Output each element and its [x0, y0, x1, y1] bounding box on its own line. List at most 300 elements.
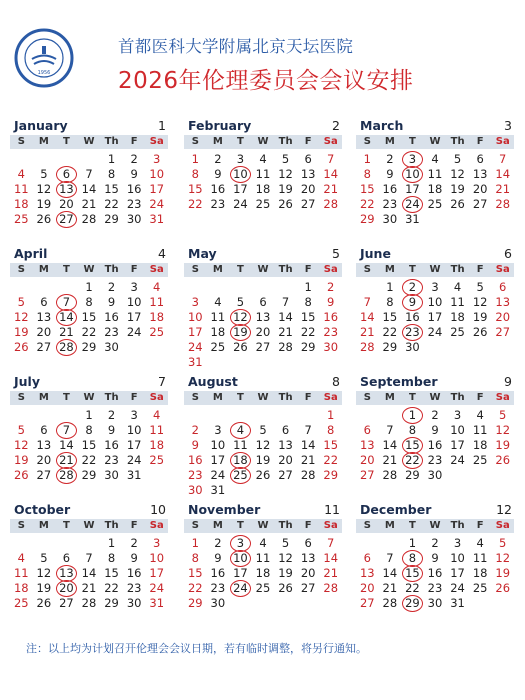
day-cell: 8 [107, 167, 116, 181]
day-cell: 28 [300, 468, 316, 482]
day-cell: 30 [323, 340, 339, 354]
empty-day-cell [55, 408, 78, 423]
day-cell: 28 [323, 581, 339, 595]
empty-day-cell [33, 536, 56, 551]
day-cell: 27 [300, 581, 316, 595]
month-header [10, 502, 168, 518]
weekday-label: S [17, 520, 25, 531]
day-cell: 4 [17, 551, 25, 565]
day-cell: 24 [450, 581, 465, 595]
empty-day-cell [78, 152, 101, 167]
empty-day-cell [10, 536, 33, 551]
day-cell: 5 [476, 280, 484, 294]
month-name: July [14, 374, 40, 389]
weekday-label: F [304, 264, 312, 275]
day-cell: 11 [13, 566, 29, 580]
weekday-header-row [184, 135, 342, 149]
month-august [184, 374, 342, 498]
weekday-label: M [38, 264, 49, 275]
weekday-header-row [10, 391, 168, 405]
empty-day-cell [184, 408, 207, 423]
day-cell: 1 [191, 152, 199, 166]
day-cell: 17 [149, 182, 165, 196]
institution-name: 首都医科大学附属北京天坛医院 [118, 37, 354, 56]
day-cell: 29 [359, 212, 375, 226]
day-cell: 9 [214, 167, 222, 181]
month-header [184, 374, 342, 390]
day-grid [356, 536, 514, 611]
weekday-label: Sa [149, 520, 164, 531]
day-cell: 10 [126, 295, 142, 309]
weekday-label: T [237, 392, 244, 403]
meeting-day: 28 [55, 340, 78, 355]
empty-day-cell [207, 280, 230, 295]
weekday-label: Sa [149, 264, 164, 275]
month-name: December [360, 502, 432, 517]
day-cell: 15 [81, 310, 97, 324]
day-cell: 4 [17, 167, 25, 181]
day-cell: 7 [327, 152, 335, 166]
day-cell: 20 [59, 197, 74, 211]
weekday-label: T [63, 392, 70, 403]
day-cell: 8 [191, 551, 199, 565]
meeting-day: 20 [55, 581, 78, 596]
day-cell: 6 [304, 536, 312, 550]
day-cell: 18 [472, 438, 488, 452]
day-cell: 1 [363, 152, 371, 166]
day-cell: 4 [453, 280, 462, 294]
day-cell: 11 [472, 551, 488, 565]
month-header [10, 246, 168, 262]
weekday-header-row [356, 263, 514, 277]
weekday-label: M [212, 136, 223, 147]
weekday-label: T [237, 264, 244, 275]
weekday-label: Sa [495, 136, 510, 147]
weekday-label: Sa [323, 136, 338, 147]
meeting-day: 13 [55, 566, 78, 581]
day-cell: 12 [450, 167, 465, 181]
day-grid [184, 152, 342, 212]
day-cell: 7 [85, 167, 93, 181]
day-cell: 13 [255, 310, 271, 324]
day-cell: 27 [472, 197, 488, 211]
weekday-header-row [356, 135, 514, 149]
month-number: 3 [504, 118, 512, 133]
meeting-day: 22 [401, 453, 424, 468]
day-grid [10, 152, 168, 227]
month-header [356, 374, 514, 390]
day-cell: 24 [427, 325, 443, 339]
day-cell: 1 [107, 536, 116, 550]
month-february [184, 118, 342, 212]
day-cell: 18 [210, 325, 226, 339]
day-cell: 9 [130, 167, 138, 181]
day-cell: 12 [13, 310, 29, 324]
day-cell: 27 [300, 197, 316, 211]
meeting-day: 9 [401, 295, 424, 310]
day-cell: 1 [85, 280, 93, 294]
day-cell: 28 [382, 468, 398, 482]
month-number: 12 [496, 502, 512, 517]
day-cell: 15 [382, 310, 398, 324]
day-cell: 22 [81, 325, 97, 339]
day-cell: 1 [386, 280, 394, 294]
day-cell: 23 [126, 581, 142, 595]
weekday-label: F [304, 136, 312, 147]
day-cell: 8 [107, 551, 116, 565]
day-grid [356, 152, 514, 227]
weekday-label: S [363, 264, 371, 275]
day-cell: 9 [130, 551, 138, 565]
day-cell: 3 [453, 536, 462, 550]
day-cell: 24 [450, 453, 465, 467]
month-header [10, 118, 168, 134]
meeting-day: 19 [229, 325, 252, 340]
day-cell: 19 [450, 182, 465, 196]
day-cell: 12 [13, 438, 29, 452]
day-cell: 2 [130, 536, 138, 550]
day-cell: 10 [450, 423, 465, 437]
month-june [356, 246, 514, 355]
day-grid [184, 280, 342, 370]
weekday-label: Th [450, 520, 465, 531]
day-cell: 15 [323, 438, 339, 452]
weekday-label: Th [450, 264, 465, 275]
weekday-label: S [363, 392, 371, 403]
day-cell: 3 [191, 295, 199, 309]
day-cell: 26 [278, 581, 293, 595]
meeting-day: 23 [401, 325, 424, 340]
day-cell: 30 [427, 596, 443, 610]
month-december [356, 502, 514, 611]
day-cell: 23 [104, 325, 119, 339]
day-cell: 26 [278, 197, 293, 211]
weekday-label: M [384, 392, 395, 403]
day-cell: 22 [81, 453, 97, 467]
weekday-label: T [63, 264, 70, 275]
empty-day-cell [379, 536, 402, 551]
day-cell: 14 [300, 438, 316, 452]
day-cell: 2 [130, 152, 138, 166]
day-cell: 6 [281, 423, 290, 437]
day-cell: 22 [104, 581, 119, 595]
day-cell: 30 [382, 212, 398, 226]
day-cell: 28 [81, 596, 97, 610]
day-cell: 21 [278, 325, 293, 339]
day-cell: 21 [382, 453, 398, 467]
day-grid [10, 408, 168, 483]
day-cell: 18 [13, 581, 29, 595]
weekday-label: Th [450, 136, 465, 147]
hospital-logo-icon [14, 28, 74, 88]
day-cell: 28 [495, 197, 511, 211]
day-cell: 17 [233, 566, 248, 580]
weekday-label: M [384, 264, 395, 275]
day-cell: 7 [85, 551, 93, 565]
day-cell: 17 [405, 182, 420, 196]
weekday-label: Th [104, 392, 119, 403]
day-cell: 2 [431, 536, 439, 550]
weekday-label: F [130, 136, 138, 147]
month-name: September [360, 374, 438, 389]
weekday-label: W [83, 392, 95, 403]
month-number: 7 [158, 374, 166, 389]
day-cell: 25 [13, 212, 29, 226]
weekday-label: Th [104, 520, 119, 531]
day-cell: 9 [386, 167, 394, 181]
meeting-day: 12 [229, 310, 252, 325]
day-cell: 3 [153, 536, 161, 550]
day-cell: 15 [104, 182, 119, 196]
meeting-day: 15 [401, 438, 424, 453]
day-cell: 4 [259, 152, 267, 166]
day-cell: 26 [13, 340, 29, 354]
day-cell: 31 [450, 596, 465, 610]
day-cell: 21 [81, 581, 97, 595]
day-cell: 8 [85, 295, 93, 309]
day-cell: 24 [187, 340, 203, 354]
month-number: 8 [332, 374, 340, 389]
meeting-day: 21 [55, 453, 78, 468]
meeting-day: 27 [55, 212, 78, 227]
day-cell: 16 [427, 566, 443, 580]
day-cell: 30 [187, 483, 203, 497]
weekday-label: M [212, 264, 223, 275]
day-cell: 18 [450, 310, 465, 324]
weekday-label: T [409, 520, 416, 531]
meeting-day: 8 [401, 551, 424, 566]
day-cell: 26 [36, 212, 52, 226]
day-cell: 19 [13, 325, 29, 339]
day-cell: 2 [191, 423, 199, 437]
day-cell: 27 [36, 468, 52, 482]
day-grid [184, 536, 342, 611]
day-cell: 6 [363, 551, 371, 565]
day-cell: 28 [323, 197, 339, 211]
empty-day-cell [356, 536, 379, 551]
weekday-label: F [304, 392, 312, 403]
weekday-label: M [38, 392, 49, 403]
day-cell: 14 [323, 551, 339, 565]
empty-day-cell [78, 536, 101, 551]
meeting-day: 28 [55, 468, 78, 483]
day-cell: 4 [259, 536, 267, 550]
weekday-label: Th [278, 136, 293, 147]
day-cell: 6 [259, 295, 267, 309]
day-cell: 11 [255, 167, 271, 181]
weekday-label: M [212, 520, 223, 531]
day-cell: 27 [59, 596, 74, 610]
weekday-label: W [257, 136, 269, 147]
day-cell: 19 [495, 566, 511, 580]
meeting-day: 7 [55, 295, 78, 310]
day-cell: 26 [36, 596, 52, 610]
day-cell: 20 [300, 182, 316, 196]
day-cell: 23 [427, 453, 443, 467]
day-cell: 5 [17, 295, 25, 309]
day-cell: 4 [153, 280, 161, 294]
weekday-label: Sa [149, 136, 164, 147]
empty-day-cell [184, 280, 207, 295]
month-number: 1 [158, 118, 166, 133]
day-cell: 24 [126, 325, 142, 339]
day-cell: 12 [255, 438, 271, 452]
weekday-label: S [191, 520, 199, 531]
month-header [184, 502, 342, 518]
day-cell: 29 [405, 468, 420, 482]
meeting-day: 2 [401, 280, 424, 295]
day-cell: 30 [104, 340, 119, 354]
day-cell: 16 [427, 438, 443, 452]
day-grid [356, 280, 514, 355]
day-cell: 6 [476, 152, 484, 166]
day-cell: 31 [187, 355, 203, 369]
day-cell: 31 [405, 212, 420, 226]
weekday-header-row [356, 391, 514, 405]
day-cell: 15 [104, 566, 119, 580]
day-cell: 17 [126, 438, 142, 452]
day-cell: 12 [278, 167, 293, 181]
day-cell: 20 [255, 325, 271, 339]
day-cell: 25 [472, 453, 488, 467]
month-number: 11 [324, 502, 340, 517]
day-cell: 2 [214, 152, 222, 166]
day-cell: 1 [408, 536, 417, 550]
day-cell: 23 [104, 453, 119, 467]
day-cell: 24 [210, 468, 226, 482]
day-cell: 5 [281, 536, 290, 550]
meeting-day: 18 [229, 453, 252, 468]
month-name: November [188, 502, 261, 517]
svg-text:1956: 1956 [37, 70, 51, 76]
day-cell: 23 [187, 468, 203, 482]
day-cell: 12 [495, 423, 511, 437]
day-cell: 5 [40, 551, 48, 565]
day-cell: 27 [359, 468, 375, 482]
month-name: August [188, 374, 238, 389]
day-cell: 15 [81, 438, 97, 452]
day-cell: 14 [495, 167, 511, 181]
day-cell: 9 [327, 295, 335, 309]
day-cell: 16 [104, 438, 119, 452]
day-cell: 8 [363, 167, 371, 181]
day-cell: 22 [300, 325, 316, 339]
day-cell: 12 [36, 182, 52, 196]
day-cell: 25 [255, 581, 271, 595]
day-cell: 25 [472, 581, 488, 595]
day-cell: 26 [255, 468, 271, 482]
weekday-label: Sa [149, 392, 164, 403]
empty-day-cell [10, 280, 33, 295]
day-cell: 17 [450, 438, 465, 452]
day-cell: 26 [495, 581, 511, 595]
meeting-day: 10 [229, 551, 252, 566]
weekday-label: S [17, 136, 25, 147]
weekday-label: T [237, 520, 244, 531]
day-cell: 3 [453, 408, 462, 422]
day-cell: 14 [59, 438, 74, 452]
day-cell: 2 [386, 152, 394, 166]
day-cell: 29 [187, 596, 203, 610]
day-cell: 9 [191, 438, 199, 452]
day-grid [10, 280, 168, 355]
weekday-label: W [429, 392, 441, 403]
month-number: 2 [332, 118, 340, 133]
empty-day-cell [55, 536, 78, 551]
day-cell: 22 [323, 453, 339, 467]
day-cell: 30 [405, 340, 420, 354]
day-cell: 8 [191, 167, 199, 181]
weekday-label: W [429, 520, 441, 531]
day-cell: 3 [130, 280, 138, 294]
day-cell: 13 [278, 438, 293, 452]
day-cell: 4 [476, 536, 484, 550]
day-cell: 12 [472, 295, 488, 309]
empty-day-cell [356, 280, 379, 295]
weekday-label: F [476, 264, 484, 275]
day-cell: 6 [40, 423, 48, 437]
day-cell: 28 [278, 340, 293, 354]
footer-note: 注：以上均为计划召开伦理会会议日期，若有临时调整，将另行通知。 [26, 642, 367, 655]
weekday-header-row [356, 519, 514, 533]
day-cell: 9 [431, 551, 439, 565]
weekday-label: Th [104, 136, 119, 147]
weekday-label: S [363, 136, 371, 147]
day-cell: 27 [278, 468, 293, 482]
empty-day-cell [356, 408, 379, 423]
empty-day-cell [10, 408, 33, 423]
weekday-header-row [10, 519, 168, 533]
month-number: 9 [504, 374, 512, 389]
day-cell: 1 [191, 536, 199, 550]
month-name: October [14, 502, 71, 517]
day-cell: 5 [259, 423, 267, 437]
day-cell: 16 [382, 182, 398, 196]
day-cell: 28 [81, 212, 97, 226]
day-cell: 5 [40, 167, 48, 181]
day-cell: 18 [255, 566, 271, 580]
meeting-day: 4 [229, 423, 252, 438]
day-cell: 11 [450, 295, 465, 309]
day-cell: 11 [472, 423, 488, 437]
weekday-label: Th [278, 264, 293, 275]
day-cell: 19 [495, 438, 511, 452]
day-cell: 30 [126, 212, 142, 226]
day-cell: 20 [36, 325, 52, 339]
day-cell: 23 [427, 581, 443, 595]
month-header [184, 246, 342, 262]
weekday-label: F [304, 520, 312, 531]
day-cell: 17 [233, 182, 248, 196]
weekday-header-row [184, 519, 342, 533]
day-cell: 4 [214, 295, 222, 309]
month-header [356, 246, 514, 262]
day-cell: 29 [323, 468, 339, 482]
day-cell: 13 [300, 167, 316, 181]
day-cell: 7 [386, 551, 394, 565]
day-cell: 12 [278, 551, 293, 565]
day-cell: 25 [149, 325, 165, 339]
weekday-label: W [257, 520, 269, 531]
weekday-label: W [429, 136, 441, 147]
day-cell: 11 [13, 182, 29, 196]
day-cell: 30 [210, 596, 226, 610]
weekday-label: F [476, 136, 484, 147]
day-cell: 17 [126, 310, 142, 324]
empty-day-cell [229, 280, 252, 295]
day-cell: 8 [327, 423, 335, 437]
day-cell: 12 [36, 566, 52, 580]
